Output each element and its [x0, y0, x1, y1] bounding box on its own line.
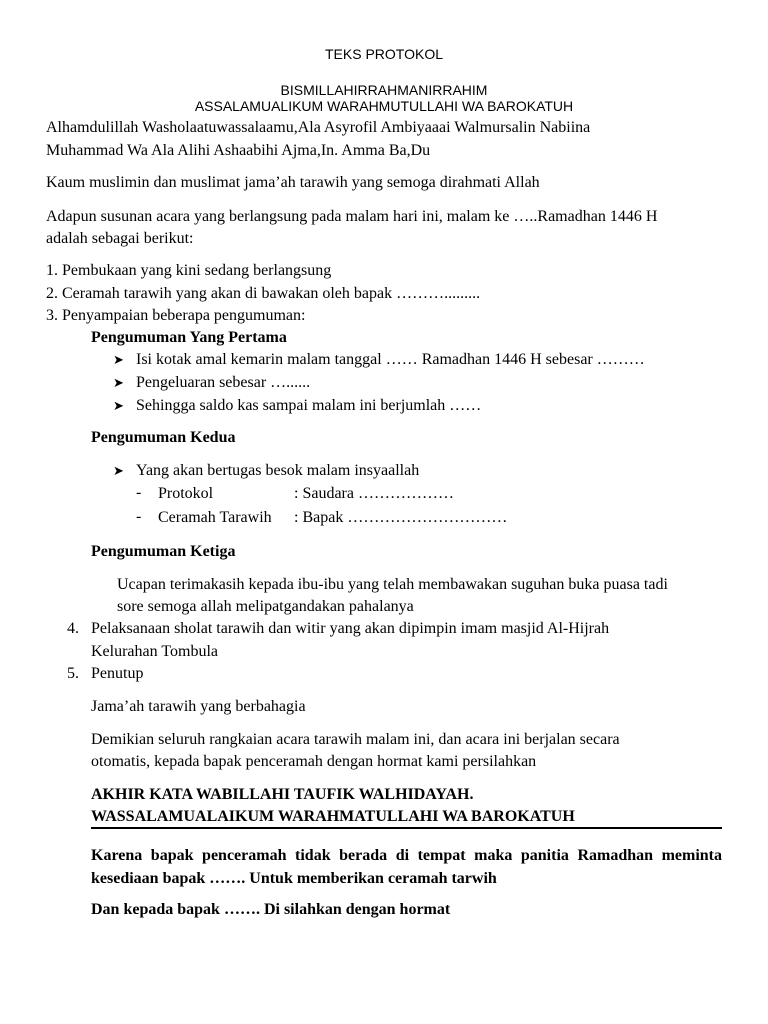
closing-paragraph-line-2: otomatis, kepada bapak penceramah dengan hormat kami persilahkan [91, 753, 537, 770]
duty-protokol-label: Protokol [158, 485, 214, 502]
arrow-bullet-icon: ➤ [113, 463, 124, 478]
closing-greeting: Jama’ah tarawih yang berbahagia [91, 698, 306, 715]
list-item-3: 3. Penyampaian beberapa pengumuman: [46, 307, 306, 324]
closing-paragraph-line-1: Demikian seluruh rangkaian acara tarawih malam ini, dan acara ini berjalan secara [91, 731, 620, 748]
greeting-line: Kaum muslimin dan muslimat jama’ah tarawih yang semoga dirahmati Allah [46, 174, 540, 191]
dash-bullet-icon: - [136, 484, 142, 501]
closing-salam-line-1: AKHIR KATA WABILLAHI TAUFIK WALHIDAYAH. [91, 786, 474, 803]
list-number-4: 4. [67, 620, 79, 637]
announcement-1-bullet-2: Pengeluaran sebesar …...... [136, 374, 311, 391]
basmalah-line: BISMILLAHIRRAHMANIRRAHIM [280, 82, 488, 98]
list-number-5: 5. [67, 665, 79, 682]
list-item-2: 2. Ceramah tarawih yang akan di bawakan oleh bapak ………......... [46, 285, 481, 302]
list-item-4-line-2: Kelurahan Tombula [91, 643, 218, 660]
announcement-1-bullet-1: Isi kotak amal kemarin malam tanggal …… Ramadhan 1446 H sebesar ……… [136, 351, 645, 368]
intro-line-2: Muhammad Wa Ala Alihi Ashaabihi Ajma,In. Amma Ba,Du [46, 142, 431, 159]
arrow-bullet-icon: ➤ [113, 398, 124, 413]
arrow-bullet-icon: ➤ [113, 375, 124, 390]
arrow-bullet-icon: ➤ [113, 352, 124, 367]
note-paragraph: Karena bapak penceramah tidak berada di tempat maka panitia Ramadhan meminta kesediaan bapak ……. Untuk memberikan ceramah tarwih [91, 847, 722, 887]
list-item-5: Penutup [91, 665, 144, 682]
announcement-2-bullet-1: Yang akan bertugas besok malam insyaallah [136, 462, 420, 479]
duty-protokol-value: : Saudara ……………… [294, 485, 454, 502]
duty-ceramah-label: Ceramah Tarawih [158, 509, 272, 526]
note-closing-line: Dan kepada bapak ……. Di silahkan dengan hormat [91, 901, 451, 918]
agenda-line-1: Adapun susunan acara yang berlangsung pada malam hari ini, malam ke …..Ramadhan 1446 H [46, 208, 658, 225]
announcement-2-heading: Pengumuman Kedua [91, 429, 236, 446]
closing-salam-line-2: WASSALAMUALAIKUM WARAHMATULLAHI WA BAROKATUH [91, 808, 575, 825]
duty-ceramah-value: : Bapak ………………………… [294, 509, 508, 526]
announcement-3-line-1: Ucapan terimakasih kepada ibu-ibu yang telah membawakan suguhan buka puasa tadi [117, 576, 668, 593]
salam-line: ASSALAMUALIKUM WARAHMUTULLAHI WA BAROKATUH [194, 98, 574, 114]
list-item-1: 1. Pembukaan yang kini sedang berlangsung [46, 262, 332, 279]
announcement-3-heading: Pengumuman Ketiga [91, 543, 236, 560]
intro-line-1: Alhamdulillah Washolaatuwassalaamu,Ala Asyrofil Ambiyaaai Walmursalin Nabiina [46, 119, 591, 136]
announcement-1-bullet-3: Sehingga saldo kas sampai malam ini berjumlah …… [136, 397, 482, 414]
section-divider [91, 827, 722, 829]
document-title: TEKS PROTOKOL [325, 46, 443, 62]
agenda-line-2: adalah sebagai berikut: [46, 230, 194, 247]
announcement-1-heading: Pengumuman Yang Pertama [91, 329, 287, 346]
announcement-3-line-2: sore semoga allah melipatgandakan pahalanya [117, 598, 414, 615]
list-item-4-line-1: Pelaksanaan sholat tarawih dan witir yang akan dipimpin imam masjid Al-Hijrah [91, 620, 610, 637]
dash-bullet-icon: - [136, 508, 142, 525]
